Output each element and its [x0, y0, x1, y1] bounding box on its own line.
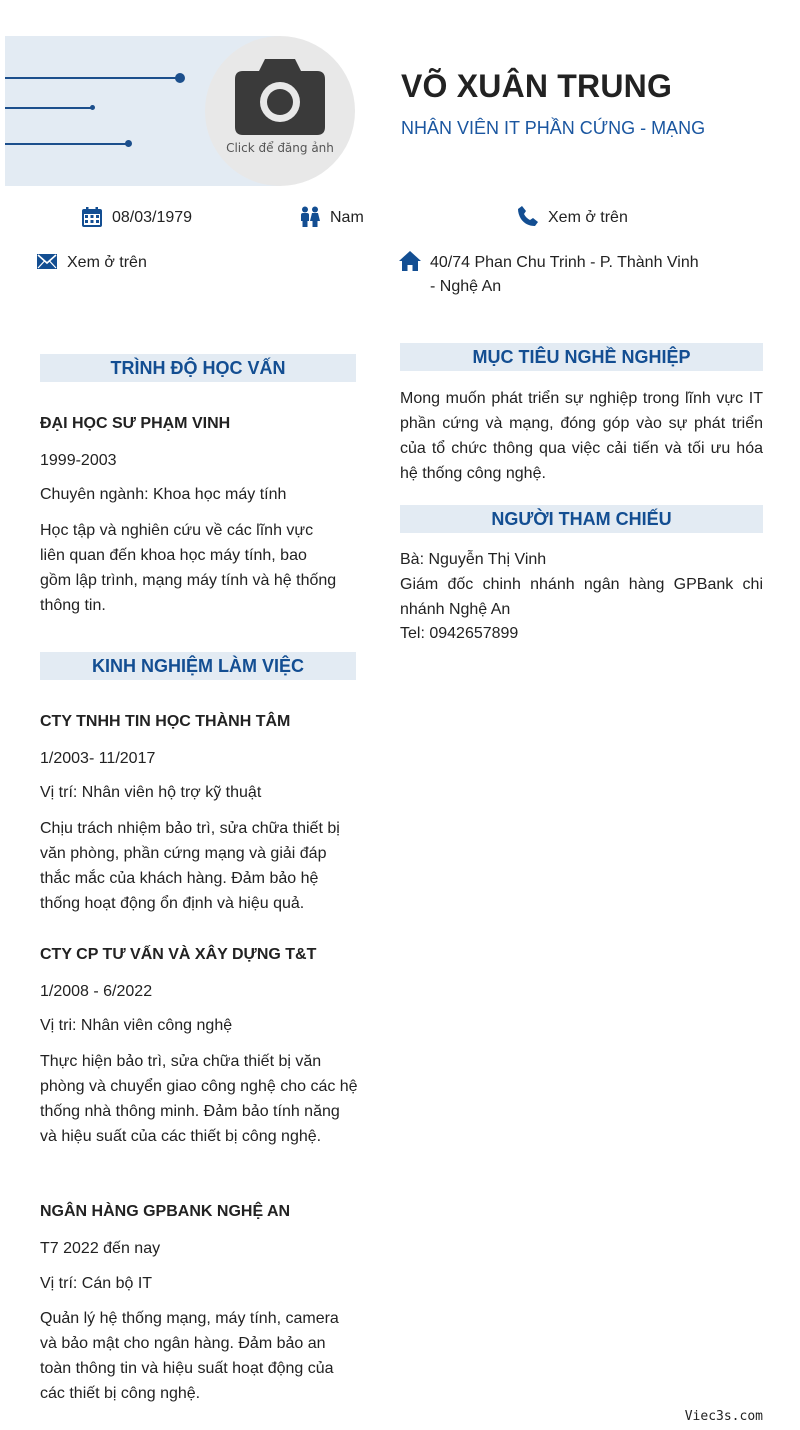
decor-dot-1: [175, 73, 185, 83]
reference-role: Giám đốc chinh nhánh ngân hàng GPBank chi nhánh Nghệ An: [400, 576, 763, 618]
education-period: 1999-2003: [40, 452, 117, 469]
email-field: [37, 251, 197, 275]
education-major: Chuyên ngành: Khoa học máy tính: [40, 486, 287, 503]
phone-field: [518, 206, 658, 230]
candidate-name: VÕ XUÂN TRUNG: [401, 68, 673, 104]
job-position-3: Vị trí: Cán bộ IT: [40, 1275, 153, 1292]
objective-heading: MỤC TIÊU NGHỀ NGHIỆP: [400, 343, 763, 371]
address-field: [399, 251, 739, 301]
profile-photo-upload[interactable]: [205, 36, 355, 186]
phone-text: Xem ở trên: [548, 209, 628, 226]
job-description-3: Quản lý hệ thống mạng, máy tính, camera và bảo mật cho ngân hàng. Đảm bảo an toàn thông tin và hiệu suất hoạt động của các thiết bị công nghệ.: [40, 1310, 339, 1402]
birthdate-field: [82, 206, 282, 230]
mail-icon: [37, 254, 57, 269]
job-period-2: 1/2008 - 6/2022: [40, 983, 153, 1000]
decor-dot-3: [125, 140, 132, 147]
job-company-3: NGÂN HÀNG GPBANK NGHỆ AN: [40, 1203, 291, 1220]
job-position-2: Vị tri: Nhân viên công nghệ: [40, 1017, 233, 1034]
job-company-1: CTY TNHH TIN HỌC THÀNH TÂM: [40, 713, 291, 730]
job-company-2: CTY CP TƯ VẤN VÀ XÂY DỰNG T&T: [40, 946, 317, 963]
education-school: ĐẠI HỌC SƯ PHẠM VINH: [40, 415, 231, 432]
decor-dot-2: [90, 105, 95, 110]
decor-line-2: [5, 107, 93, 109]
job-description-1: Chịu trách nhiệm bảo trì, sửa chữa thiết bị văn phòng, phần cứng mạng và giải đáp thắc mắc của khách hàng. Đảm bảo hệ thống hoạt động ổn định và hiệu quả.: [40, 820, 340, 912]
camera-icon: [235, 57, 325, 137]
gender-text: Nam: [330, 209, 364, 226]
job-period-1: 1/2003- 11/2017: [40, 750, 156, 767]
gender-field: [300, 206, 420, 230]
address-line-2: - Nghệ An: [430, 278, 502, 295]
decor-line-3: [5, 143, 129, 145]
address-line-1: 40/74 Phan Chu Trinh - P. Thành Vinh: [430, 254, 699, 271]
education-heading: TRÌNH ĐỘ HỌC VẤN: [40, 354, 356, 382]
watermark: Viec3s.com: [684, 1409, 763, 1424]
reference-tel: Tel: 0942657899: [400, 625, 519, 642]
job-title: NHÂN VIÊN IT PHẦN CỨNG - MẠNG: [401, 118, 706, 138]
objective-text: Mong muốn phát triển sự nghiệp trong lĩnh vực IT phần cứng và mạng, đóng góp vào sự phát triển của tổ chức thông qua việc cải tiến và tối ưu hóa hệ thống công nghệ.: [400, 390, 763, 482]
calendar-icon: [82, 207, 102, 227]
reference-name: Bà: Nguyễn Thị Vinh: [400, 551, 547, 568]
photo-caption: Click để đăng ảnh: [226, 141, 334, 155]
decor-line-1: [5, 77, 180, 79]
reference-heading: NGƯỜI THAM CHIẾU: [400, 505, 763, 533]
experience-heading: KINH NGHIỆM LÀM VIỆC: [40, 652, 356, 680]
education-description: Học tập và nghiên cứu về các lĩnh vực liên quan đến khoa học máy tính, bao gồm lập trình, mạng máy tính và hệ thống thông tin.: [40, 522, 337, 614]
gender-icon: [300, 206, 320, 228]
job-position-1: Vị trí: Nhân viên hộ trợ kỹ thuật: [40, 784, 262, 801]
email-text: Xem ở trên: [67, 254, 147, 271]
job-period-3: T7 2022 đến nay: [40, 1240, 161, 1257]
job-description-2: Thực hiện bảo trì, sửa chữa thiết bị văn phòng và chuyển giao công nghệ cho các hệ thống nhà thông minh. Đảm bảo tính năng và hiệu suất của các thiết bị công nghệ.: [40, 1053, 358, 1145]
home-icon: [399, 251, 421, 271]
birthdate-text: 08/03/1979: [112, 209, 193, 226]
phone-icon: [518, 206, 538, 226]
